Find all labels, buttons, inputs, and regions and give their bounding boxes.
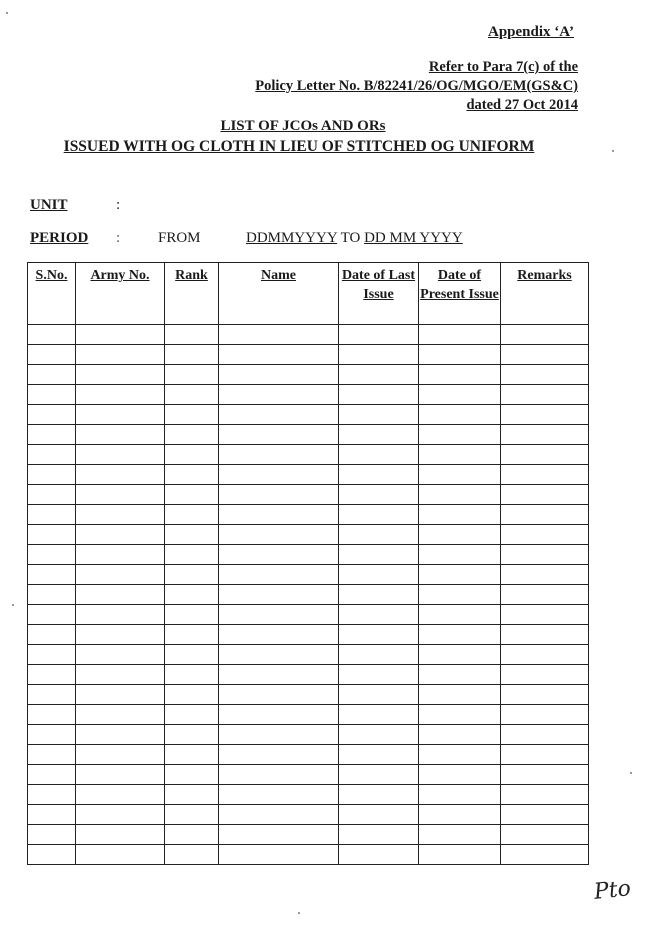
table-cell: [165, 565, 219, 585]
column-header-date-last-issue: Date of Last Issue: [339, 263, 419, 325]
table-cell: [419, 465, 501, 485]
table-cell: [219, 745, 339, 765]
table-cell: [501, 505, 589, 525]
table-cell: [501, 325, 589, 345]
table-cell: [419, 325, 501, 345]
table-cell: [28, 525, 76, 545]
table-row: [28, 405, 589, 425]
table-cell: [339, 585, 419, 605]
table-cell: [28, 405, 76, 425]
table-cell: [419, 405, 501, 425]
table-row: [28, 725, 589, 745]
table-cell: [419, 545, 501, 565]
table-cell: [76, 665, 165, 685]
table-cell: [219, 645, 339, 665]
table-cell: [76, 485, 165, 505]
table-cell: [165, 845, 219, 865]
column-header-army-no: Army No.: [76, 263, 165, 325]
from-label: FROM: [158, 230, 201, 246]
table-row: [28, 465, 589, 485]
table-cell: [419, 705, 501, 725]
period-range: [246, 230, 463, 247]
table-cell: [219, 845, 339, 865]
table-row: [28, 385, 589, 405]
table-cell: [76, 345, 165, 365]
table-cell: [501, 705, 589, 725]
table-cell: [419, 665, 501, 685]
table-cell: [165, 725, 219, 745]
handwritten-pto: Pto: [592, 876, 633, 905]
table-row: [28, 485, 589, 505]
table-cell: [76, 565, 165, 585]
table-cell: [28, 765, 76, 785]
table-cell: [419, 745, 501, 765]
table-cell: [28, 605, 76, 625]
table-cell: [339, 765, 419, 785]
table-cell: [501, 525, 589, 545]
table-cell: [76, 325, 165, 345]
table-cell: [501, 765, 589, 785]
table-cell: [219, 605, 339, 625]
table-cell: [501, 845, 589, 865]
reference-line-1: Refer to Para 7(c) of the: [428, 59, 578, 75]
table-cell: [28, 345, 76, 365]
table-cell: [165, 625, 219, 645]
table-cell: [28, 745, 76, 765]
table-cell: [501, 365, 589, 385]
table-cell: [419, 585, 501, 605]
table-cell: [339, 525, 419, 545]
table-cell: [76, 805, 165, 825]
table-cell: [76, 605, 165, 625]
table-cell: [28, 445, 76, 465]
table-cell: [339, 665, 419, 685]
table-cell: [76, 385, 165, 405]
reference-block: [255, 58, 578, 115]
table-row: [28, 625, 589, 645]
table-cell: [28, 325, 76, 345]
table-row: [28, 585, 589, 605]
table-cell: [419, 385, 501, 405]
table-cell: [28, 625, 76, 645]
table-cell: [165, 745, 219, 765]
document-title-line-2: ISSUED WITH OG CLOTH IN LIEU OF STITCHED OG UNIFORM: [63, 138, 535, 155]
table-cell: [219, 505, 339, 525]
table-cell: [76, 365, 165, 385]
table-row: [28, 765, 589, 785]
table-row: [28, 665, 589, 685]
table-cell: [219, 825, 339, 845]
table-cell: [219, 725, 339, 745]
scan-speck: [298, 912, 300, 914]
table-cell: [76, 745, 165, 765]
table-row: [28, 605, 589, 625]
table-cell: [339, 745, 419, 765]
table-row: [28, 645, 589, 665]
unit-colon: :: [116, 197, 121, 213]
table-cell: [76, 585, 165, 605]
table-cell: [219, 545, 339, 565]
table-row: [28, 785, 589, 805]
table-cell: [419, 345, 501, 365]
table-cell: [501, 725, 589, 745]
table-cell: [165, 805, 219, 825]
table-cell: [339, 645, 419, 665]
column-header-sno: S.No.: [28, 263, 76, 325]
table-cell: [419, 625, 501, 645]
table-cell: [219, 685, 339, 705]
scan-speck: [612, 150, 614, 152]
table-row: [28, 845, 589, 865]
table-cell: [419, 685, 501, 705]
table-row: [28, 685, 589, 705]
table-cell: [339, 805, 419, 825]
table-cell: [339, 685, 419, 705]
table-cell: [419, 565, 501, 585]
table-cell: [219, 425, 339, 445]
table-cell: [165, 325, 219, 345]
table-cell: [219, 365, 339, 385]
table-cell: [339, 365, 419, 385]
table-cell: [28, 705, 76, 725]
table-cell: [165, 765, 219, 785]
table-row: [28, 325, 589, 345]
table-row: [28, 705, 589, 725]
table-cell: [28, 505, 76, 525]
table-row: [28, 825, 589, 845]
table-cell: [76, 465, 165, 485]
table-cell: [165, 825, 219, 845]
table-cell: [501, 585, 589, 605]
table-cell: [28, 665, 76, 685]
table-cell: [165, 425, 219, 445]
table-cell: [501, 605, 589, 625]
table-row: [28, 425, 589, 445]
table-cell: [339, 605, 419, 625]
table-cell: [419, 445, 501, 465]
table-cell: [419, 425, 501, 445]
table-cell: [219, 665, 339, 685]
table-cell: [28, 545, 76, 565]
table-cell: [339, 465, 419, 485]
table-cell: [28, 465, 76, 485]
to-label: TO: [340, 230, 361, 246]
table-cell: [28, 845, 76, 865]
table-row: [28, 745, 589, 765]
table-cell: [28, 825, 76, 845]
table-cell: [219, 485, 339, 505]
table-cell: [219, 445, 339, 465]
table-cell: [165, 685, 219, 705]
table-cell: [501, 645, 589, 665]
table-cell: [419, 605, 501, 625]
table-cell: [501, 625, 589, 645]
table-cell: [419, 525, 501, 545]
table-cell: [76, 405, 165, 425]
table-cell: [419, 785, 501, 805]
table-cell: [419, 485, 501, 505]
table-cell: [501, 445, 589, 465]
table-cell: [28, 485, 76, 505]
table-cell: [76, 725, 165, 745]
table-cell: [28, 805, 76, 825]
table-cell: [339, 625, 419, 645]
table-cell: [339, 705, 419, 725]
table-cell: [28, 565, 76, 585]
table-cell: [501, 785, 589, 805]
table-cell: [501, 385, 589, 405]
table-cell: [165, 645, 219, 665]
table-cell: [339, 725, 419, 745]
table-cell: [165, 665, 219, 685]
table-row: [28, 365, 589, 385]
table-cell: [501, 805, 589, 825]
table-cell: [339, 505, 419, 525]
table-cell: [165, 385, 219, 405]
table-cell: [419, 365, 501, 385]
table-cell: [219, 585, 339, 605]
table-cell: [76, 505, 165, 525]
table-cell: [76, 625, 165, 645]
table-row: [28, 565, 589, 585]
table-cell: [165, 505, 219, 525]
table-cell: [28, 385, 76, 405]
table-cell: [76, 785, 165, 805]
scan-speck: [12, 604, 14, 606]
reference-line-2: Policy Letter No. B/82241/26/OG/MGO/EM(GS&C): [255, 78, 578, 94]
table-cell: [501, 345, 589, 365]
table-cell: [339, 565, 419, 585]
table-cell: [339, 785, 419, 805]
table-cell: [219, 805, 339, 825]
table-cell: [28, 645, 76, 665]
table-row: [28, 525, 589, 545]
column-header-rank: Rank: [165, 263, 219, 325]
table-cell: [165, 605, 219, 625]
period-field: [30, 230, 590, 247]
period-label: PERIOD: [30, 230, 89, 246]
table-cell: [28, 685, 76, 705]
table-cell: [219, 765, 339, 785]
table-cell: [339, 445, 419, 465]
table-cell: [419, 805, 501, 825]
table-cell: [219, 345, 339, 365]
table-cell: [165, 345, 219, 365]
table-cell: [419, 825, 501, 845]
table-cell: [501, 485, 589, 505]
table-cell: [219, 325, 339, 345]
table-cell: [165, 485, 219, 505]
table-cell: [501, 665, 589, 685]
issue-table: [27, 262, 589, 865]
table-cell: [76, 445, 165, 465]
table-row: [28, 345, 589, 365]
appendix-label: Appendix ‘A’: [488, 24, 574, 40]
scan-speck: [630, 772, 632, 774]
scan-speck: [6, 12, 8, 14]
table-cell: [28, 785, 76, 805]
table-row: [28, 505, 589, 525]
unit-label: UNIT: [30, 197, 68, 213]
column-header-date-present-issue: Date of Present Issue: [419, 263, 501, 325]
table-cell: [501, 405, 589, 425]
table-cell: [219, 405, 339, 425]
table-cell: [219, 385, 339, 405]
table-cell: [339, 425, 419, 445]
table-cell: [419, 725, 501, 745]
table-cell: [76, 545, 165, 565]
table-cell: [76, 685, 165, 705]
table-cell: [165, 465, 219, 485]
table-cell: [28, 365, 76, 385]
table-row: [28, 805, 589, 825]
table-cell: [419, 845, 501, 865]
table-cell: [76, 425, 165, 445]
table-cell: [501, 825, 589, 845]
table-cell: [219, 465, 339, 485]
table-cell: [501, 545, 589, 565]
table-cell: [339, 825, 419, 845]
table-cell: [165, 525, 219, 545]
table-cell: [339, 845, 419, 865]
table-cell: [76, 845, 165, 865]
table-cell: [165, 785, 219, 805]
table-cell: [76, 765, 165, 785]
column-header-name: Name: [219, 263, 339, 325]
table-cell: [219, 565, 339, 585]
table-cell: [165, 365, 219, 385]
table-cell: [501, 565, 589, 585]
table-cell: [501, 745, 589, 765]
table-cell: [339, 385, 419, 405]
table-cell: [76, 705, 165, 725]
document-title-line-1: LIST OF JCOs AND ORs: [220, 118, 386, 134]
table-cell: [339, 325, 419, 345]
table-cell: [219, 525, 339, 545]
table-cell: [419, 505, 501, 525]
table-cell: [76, 645, 165, 665]
table-cell: [501, 465, 589, 485]
from-value: DDMMYYYY: [246, 230, 338, 246]
table-cell: [76, 825, 165, 845]
table-cell: [28, 425, 76, 445]
column-header-remarks: Remarks: [501, 263, 589, 325]
table-cell: [339, 405, 419, 425]
table-cell: [419, 645, 501, 665]
to-value: DD MM YYYY: [364, 230, 463, 246]
table-row: [28, 545, 589, 565]
table-cell: [339, 485, 419, 505]
table-cell: [28, 585, 76, 605]
period-colon: :: [116, 230, 121, 246]
unit-field: [30, 197, 121, 214]
table-cell: [501, 425, 589, 445]
table-cell: [165, 585, 219, 605]
table-cell: [501, 685, 589, 705]
table-cell: [219, 705, 339, 725]
table-cell: [165, 445, 219, 465]
reference-line-3: dated 27 Oct 2014: [466, 97, 578, 113]
table-cell: [28, 725, 76, 745]
table-cell: [165, 405, 219, 425]
table-cell: [419, 765, 501, 785]
table-header-row: [28, 263, 589, 325]
table-cell: [339, 545, 419, 565]
table-cell: [219, 785, 339, 805]
table-cell: [339, 345, 419, 365]
table-cell: [76, 525, 165, 545]
table-cell: [165, 705, 219, 725]
table-cell: [165, 545, 219, 565]
table-cell: [219, 625, 339, 645]
table-row: [28, 445, 589, 465]
